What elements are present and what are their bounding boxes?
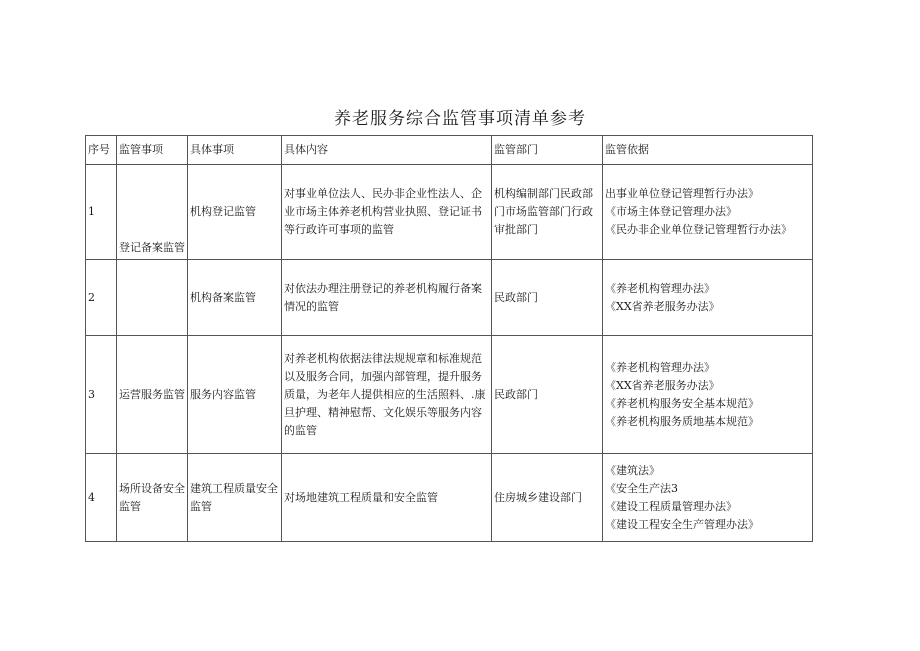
table-row <box>86 165 813 260</box>
department-cell: 机构编制部门民政部门市场监管部门行政审批部门 <box>492 165 603 260</box>
department-cell: 民政部门 <box>492 336 603 454</box>
row-number: 2 <box>86 260 117 336</box>
category-cell: 登记备案监管 <box>117 165 188 260</box>
basis-line: 《建筑法》 <box>605 463 660 477</box>
department-cell: 住房城乡建设部门 <box>492 454 603 542</box>
basis-cell <box>603 260 813 336</box>
content-cell: 对事业单位法人、民办非企业性法人、企业市场主体养老机构营业执照、登记证书等行政许可事项的监管 <box>282 165 492 260</box>
table-header-row <box>86 136 813 165</box>
basis-line: 《建设工程安全生产管理办法》 <box>605 517 759 531</box>
category-cell: 场所设备安全监管 <box>117 454 188 542</box>
table-row <box>86 260 813 336</box>
row-number: 1 <box>86 165 117 260</box>
supervision-table <box>85 135 813 542</box>
basis-line: 《民办非企业单位登记管理暂行办法》 <box>605 223 792 236</box>
basis-line: 《养老机构服务安全基本规范》 <box>605 396 759 410</box>
table-row <box>86 454 813 542</box>
table-row <box>86 336 813 454</box>
header-cell: 监管部门 <box>492 136 603 165</box>
category-cell: 运营服务监管 <box>117 336 188 454</box>
basis-line: 《XX省养老服务办法》 <box>605 378 720 392</box>
item-cell: 建筑工程质量安全监管 <box>188 454 282 542</box>
row-number: 3 <box>86 336 117 454</box>
basis-line: 《养老机构管理办法》 <box>605 281 715 295</box>
basis-line: 《XX省养老服务办法》 <box>605 299 720 313</box>
header-cell: 监管依据 <box>603 136 813 165</box>
header-cell: 序号 <box>86 136 117 165</box>
basis-cell <box>603 454 813 542</box>
content-cell: 对依法办理注册登记的养老机构履行备案情况的监管 <box>282 260 492 336</box>
basis-line: 《建设工程质量管理办法》 <box>605 499 737 513</box>
item-cell: 机构登记监管 <box>188 165 282 260</box>
header-cell: 监管事项 <box>117 136 188 165</box>
item-cell: 机构备案监管 <box>188 260 282 336</box>
basis-line: 《养老机构服务质地基本规范》 <box>605 414 759 428</box>
basis-cell <box>603 165 813 260</box>
basis-line: 《市场主体登记管理办法》 <box>605 205 737 218</box>
basis-line: 《安全生产法3 <box>605 481 678 495</box>
basis-line: 《养老机构管理办法》 <box>605 360 715 374</box>
content-cell: 对养老机构依据法律法规规章和标准规范以及服务合同，加强内部管理，提升服务质量，为老年人提供相应的生活照料、.康旦护理、精神慰帮、文化娱乐等服务内容的监管 <box>282 336 492 454</box>
basis-line: 出事业单位登记管理暂行办法》 <box>605 187 759 200</box>
basis-cell <box>603 336 813 454</box>
header-cell: 具体事项 <box>188 136 282 165</box>
document-title: 养老服务综合监管事项清单参考 <box>334 109 586 129</box>
header-cell: 具体内容 <box>282 136 492 165</box>
content-cell: 对场地建筑工程质量和安全监管 <box>282 454 492 542</box>
row-number: 4 <box>86 454 117 542</box>
category-cell <box>117 260 188 336</box>
item-cell: 服务内容监管 <box>188 336 282 454</box>
department-cell: 民政部门 <box>492 260 603 336</box>
